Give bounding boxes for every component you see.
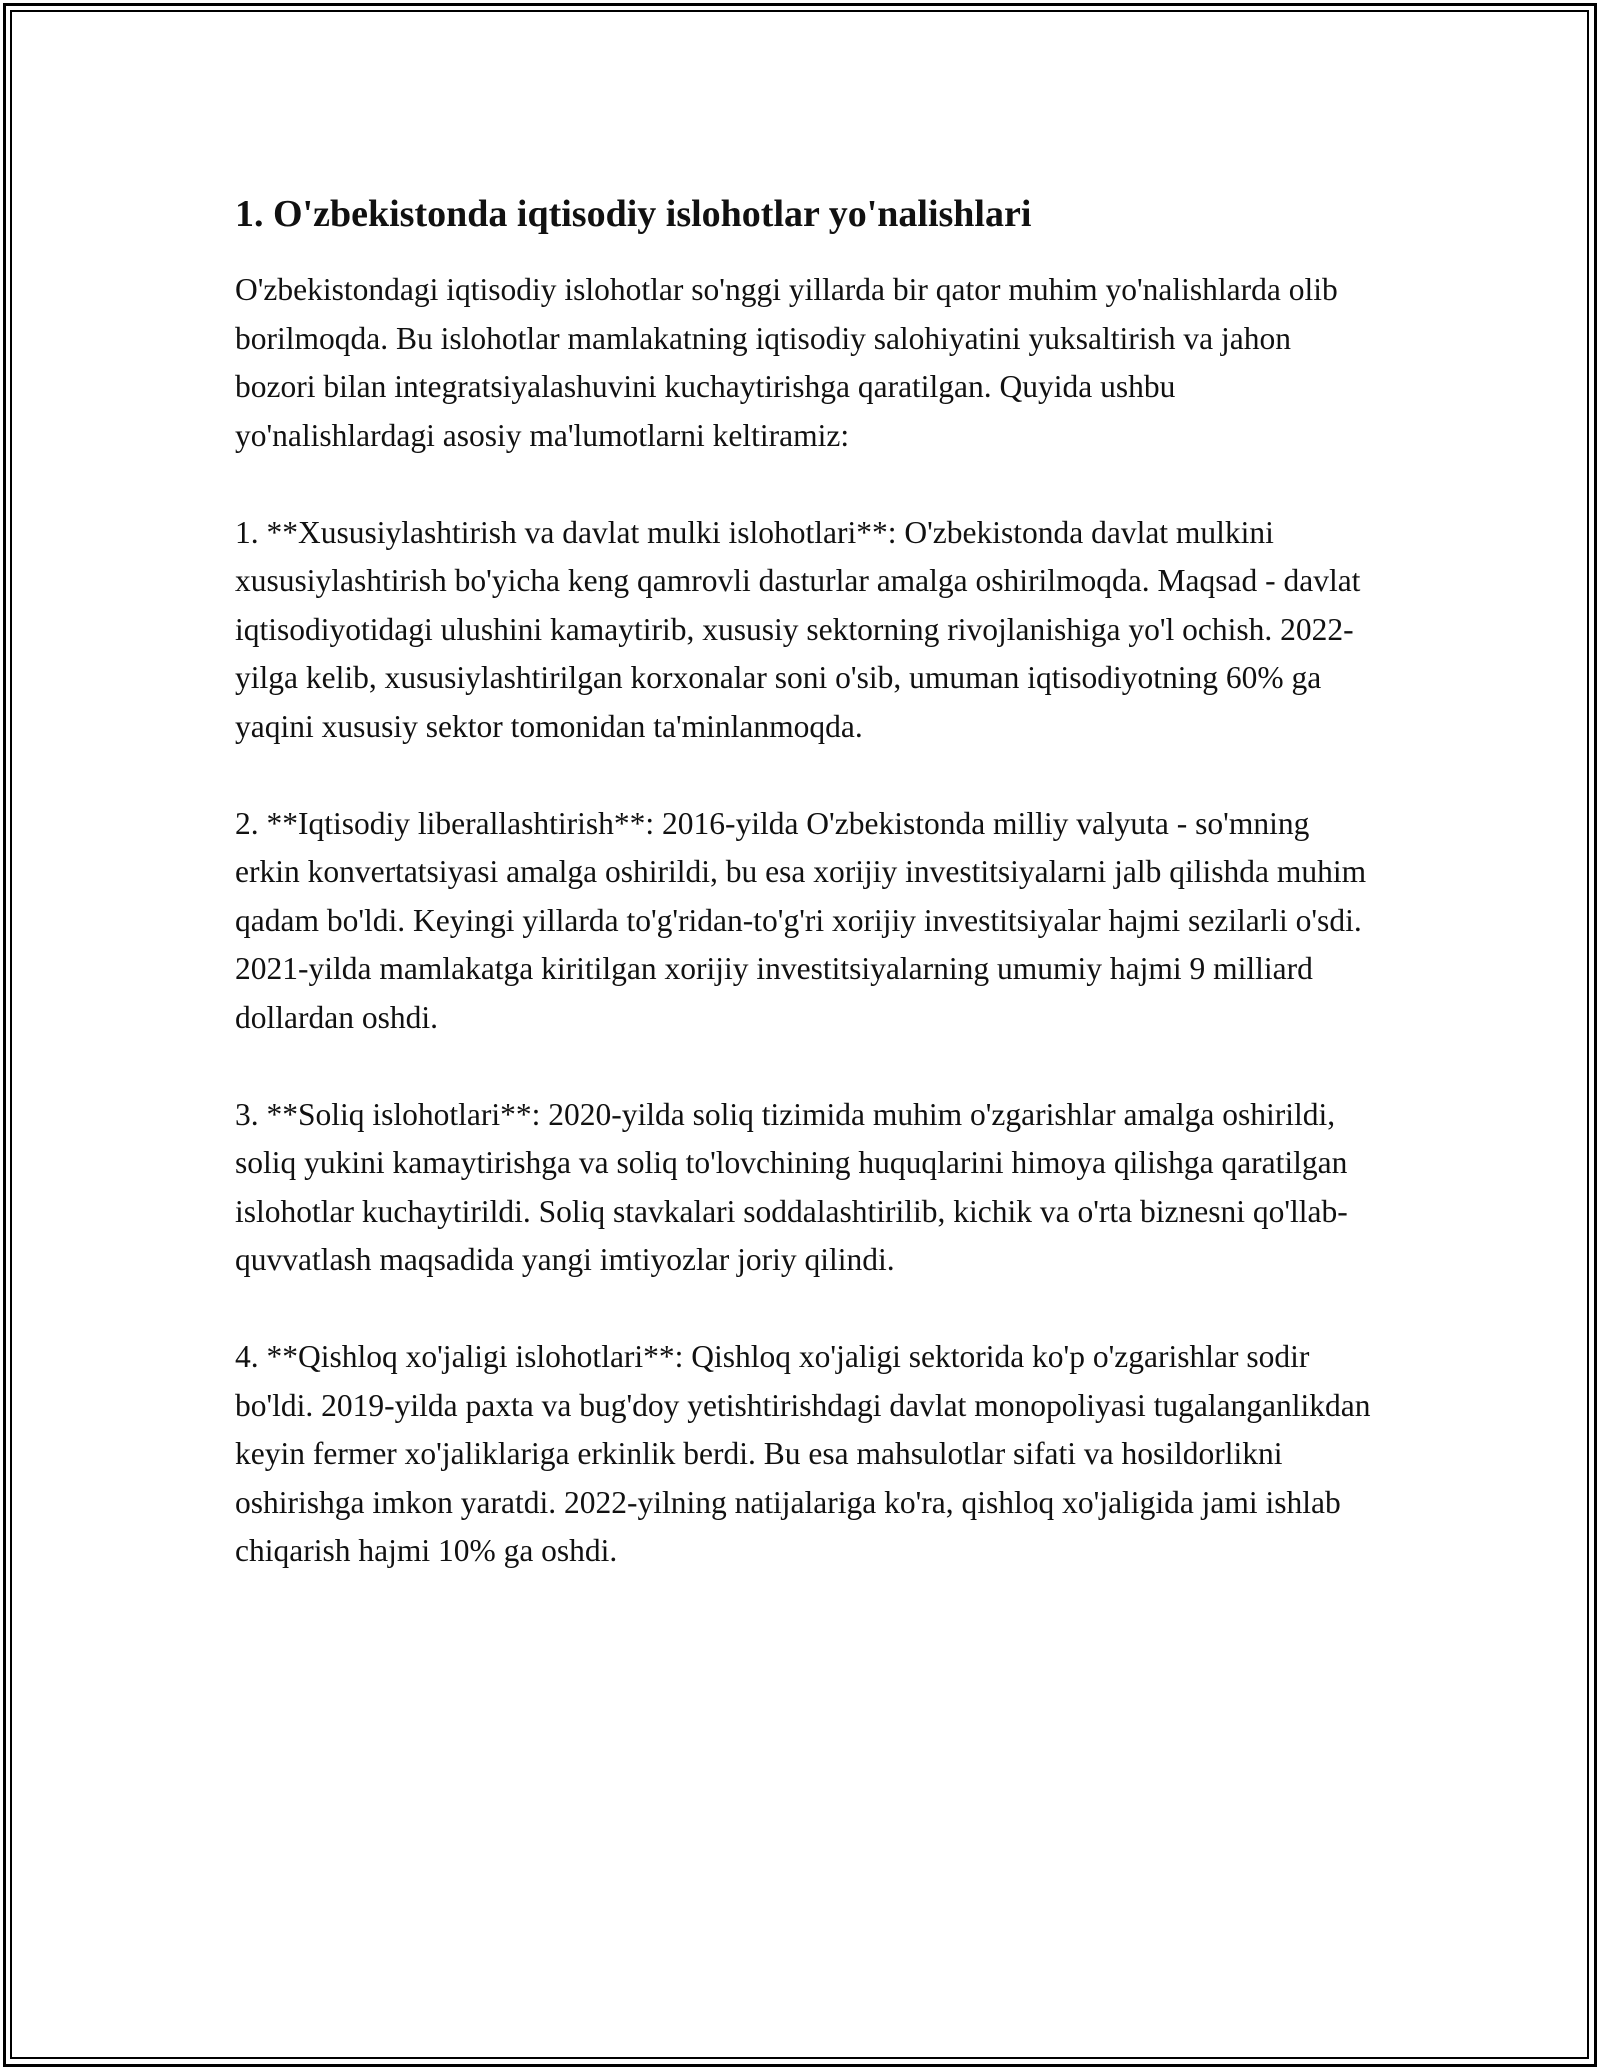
intro-paragraph: O'zbekistondagi iqtisodiy islohotlar so'nggi yillarda bir qator muhim yo'nalishlarda olib borilmoqda. Bu islohotlar mamlakatning iqtisodiy salohiyatini yuksaltirish va jahon bozori bilan integratsiyalashuvini kuchaytirishga qaratilgan. Quyida ushbu yo'nalishlardagi asosiy ma'lumotlarni keltiramiz:	[235, 272, 1338, 453]
document-body	[235, 190, 1375, 1624]
paragraph-tax-reforms: 3. **Soliq islohotlari**: 2020-yilda soliq tizimida muhim o'zgarishlar amalga oshirildi, soliq yukini kamaytirishga va soliq to'lovchining huquqlarini himoya qilishga qaratilgan islohotlar kuchaytirildi. Soliq stavkalari soddalashtirilib, kichik va o'rta biznesni qo'llab-quvvatlash maqsadida yangi imtiyozlar joriy qilindi.	[235, 1096, 1348, 1277]
section-heading: 1. O'zbekistonda iqtisodiy islohotlar yo'nalishlari	[235, 193, 1032, 235]
paragraph-agriculture-reforms: 4. **Qishloq xo'jaligi islohotlari**: Qishloq xo'jaligi sektorida ko'p o'zgarishlar sodir bo'ldi. 2019-yilda paxta va bug'doy yetishtirishdagi davlat monopoliyasi tugalanganlikdan keyin fermer xo'jaliklariga erkinlik berdi. Bu esa mahsulotlar sifati va hosildorlikni oshirishga imkon yaratdi. 2022-yilning natijalariga ko'ra, qishloq xo'jaligida jami ishlab chiqarish hajmi 10% ga oshdi.	[235, 1339, 1371, 1568]
paragraph-privatization: 1. **Xususiylashtirish va davlat mulki islohotlari**: O'zbekistonda davlat mulkini xususiylashtirish bo'yicha keng qamrovli dasturlar amalga oshirilmoqda. Maqsad - davlat iqtisodiyotidagi ulushini kamaytirib, xususiy sektorning rivojlanishiga yo'l ochish. 2022-yilga kelib, xususiylashtirilgan korxonalar soni o'sib, umuman iqtisodiyotning 60% ga yaqini xususiy sektor tomonidan ta'minlanmoqda.	[235, 514, 1361, 744]
paragraph-liberalization: 2. **Iqtisodiy liberallashtirish**: 2016-yilda O'zbekistonda milliy valyuta - so'mning erkin konvertatsiyasi amalga oshirildi, bu esa xorijiy investitsiyalarni jalb qilishda muhim qadam bo'ldi. Keyingi yillarda to'g'ridan-to'g'ri xorijiy investitsiyalar hajmi sezilarli o'sdi. 2021-yilda mamlakatga kiritilgan xorijiy investitsiyalarning umumiy hajmi 9 milliard dollardan oshdi.	[235, 805, 1367, 1035]
